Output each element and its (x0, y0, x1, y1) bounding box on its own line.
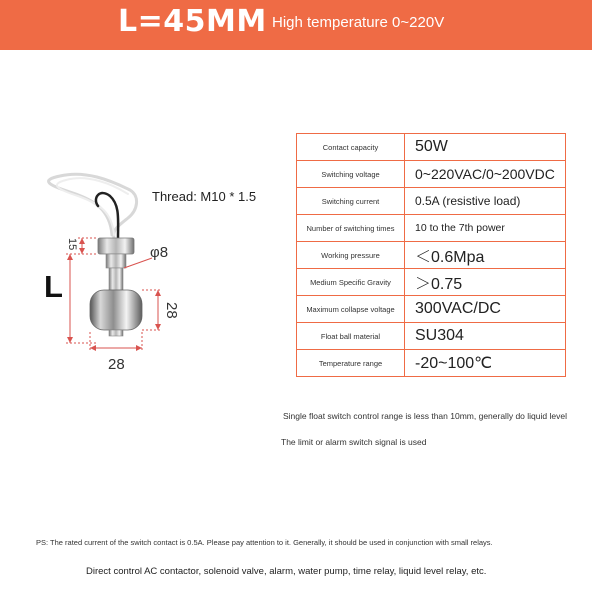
spec-row (297, 188, 566, 215)
dim-28-width-label: 28 (108, 356, 125, 373)
note-range: Single float switch control range is less than 10mm, generally do liquid level (283, 411, 567, 421)
spec-value: -20~100℃ (405, 350, 566, 377)
spec-row (297, 350, 566, 377)
spec-row (297, 161, 566, 188)
spec-row (297, 269, 566, 296)
spec-value: ＜0.6Mpa (405, 242, 566, 269)
float-ball (90, 290, 142, 330)
note-signal: The limit or alarm switch signal is used (281, 437, 427, 447)
spec-row (297, 215, 566, 242)
spec-row (297, 134, 566, 161)
spec-table (296, 133, 566, 377)
spec-value: 10 to the 7th power (405, 215, 566, 242)
spec-key: Switching current (297, 188, 405, 215)
spec-value: 0.5A (resistive load) (405, 188, 566, 215)
footer-applications: Direct control AC contactor, solenoid valve, alarm, water pump, time relay, liquid level relay, etc. (86, 566, 487, 577)
spec-key: Medium Specific Gravity (297, 269, 405, 296)
page-subtitle: High temperature 0~220V (272, 14, 445, 31)
spec-value: 50W (405, 134, 566, 161)
dim-15-label: 15 (66, 238, 78, 251)
spec-key: Contact capacity (297, 134, 405, 161)
hex-nut (98, 238, 134, 254)
wires (49, 174, 137, 238)
page-title: L=45MM (118, 4, 267, 39)
spec-key: Number of switching times (297, 215, 405, 242)
spec-value: 0~220VAC/0~200VDC (405, 161, 566, 188)
spec-value: ＞0.75 (405, 269, 566, 296)
ps-note: PS: The rated current of the switch contact is 0.5A. Please pay attention to it. Generally, it should be used in conjunction with small relays. (36, 538, 493, 547)
spec-row (297, 323, 566, 350)
length-L-label: L (44, 269, 63, 304)
dim-28-height-label: 28 (163, 302, 180, 319)
spec-key: Temperature range (297, 350, 405, 377)
shaft (109, 268, 123, 290)
spec-value: 300VAC/DC (405, 296, 566, 323)
spec-key: Switching voltage (297, 161, 405, 188)
spec-key: Maximum collapse voltage (297, 296, 405, 323)
dim-phi8-label: φ8 (150, 244, 169, 261)
spec-row (297, 296, 566, 323)
spec-key: Working pressure (297, 242, 405, 269)
spec-key: Float ball material (297, 323, 405, 350)
spec-value: SU304 (405, 323, 566, 350)
thread-spec-label: Thread: M10 * 1.5 (152, 189, 257, 204)
spec-row (297, 242, 566, 269)
threaded-stem (106, 254, 126, 268)
